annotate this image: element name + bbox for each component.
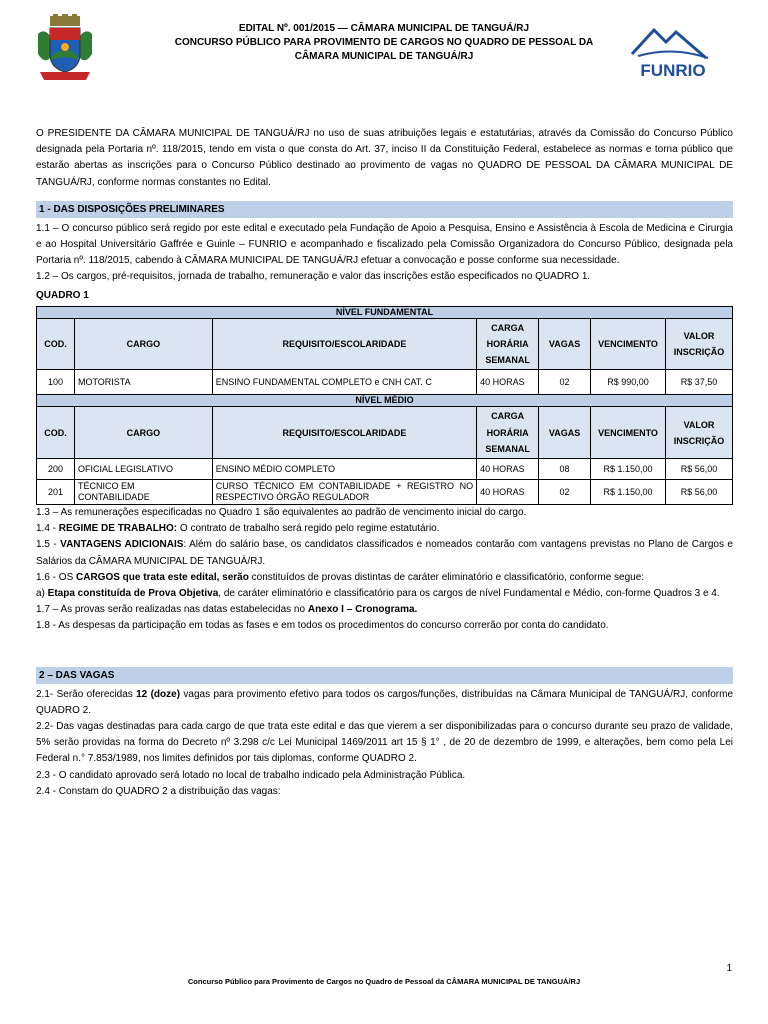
p21-rest: vagas para provimento efetivo para todos os cargos/funções, distribuídas na Câmara Municipal de TANGUÁ/RJ, conforme QUADRO 2. <box>36 688 734 716</box>
cell-vencimento: R$ 990,00 <box>591 370 666 395</box>
cell-cod: 201 <box>37 480 75 505</box>
header-carga: CARGA HORÁRIA SEMANAL <box>477 407 539 459</box>
p21-prefix: 2.1- Serão oferecidas <box>36 688 137 700</box>
p15-prefix: 1.5 - <box>36 539 61 551</box>
p16-prefix: 1.6 - OS <box>36 571 77 583</box>
cell-carga: 40 HORAS <box>477 459 539 480</box>
cell-cargo: TÉCNICO EM CONTABILIDADE <box>74 480 212 505</box>
cell-vencimento: R$ 1.150,00 <box>591 459 666 480</box>
header-cod: COD. <box>37 407 75 459</box>
cell-vagas: 02 <box>539 370 591 395</box>
cell-requisito: ENSINO FUNDAMENTAL COMPLETO e CNH CAT. C <box>212 370 476 395</box>
header-requisito: REQUISITO/ESCOLARIDADE <box>212 318 476 370</box>
table-row <box>37 370 733 395</box>
header-requisito: REQUISITO/ESCOLARIDADE <box>212 407 476 459</box>
cell-cargo: MOTORISTA <box>74 370 212 395</box>
cell-cargo: OFICIAL LEGISLATIVO <box>74 459 212 480</box>
paragraph-2-1 <box>36 687 733 719</box>
cell-valor: R$ 56,00 <box>665 459 732 480</box>
cell-requisito: CURSO TÉCNICO EM CONTABILIDADE + REGISTRO NO RESPECTIVO ÓRGÃO REGULADOR <box>212 480 476 505</box>
page-number: 1 <box>726 963 732 974</box>
header-valor: VALOR INSCRIÇÃO <box>665 407 732 459</box>
p14-bold: REGIME DE TRABALHO: <box>58 523 178 535</box>
title-line-3: CÂMARA MUNICIPAL DE TANGUÁ/RJ <box>294 51 474 62</box>
logo-text: FUNRIO <box>640 61 706 80</box>
paragraph-1-3: 1.3 – As remunerações especificadas no Quadro 1 são equivalentes ao padrão de vencimento inicial do cargo. <box>36 507 527 519</box>
paragraph-1-6-a <box>36 586 733 602</box>
document-title <box>130 22 638 64</box>
cell-valor: R$ 37,50 <box>665 370 732 395</box>
positions-table <box>36 306 733 505</box>
cell-carga: 40 HORAS <box>477 480 539 505</box>
page-header <box>0 0 768 95</box>
p16-rest: constituídos de provas distintas de caráter eliminatório e classificatório, conforme segue: <box>248 571 645 583</box>
p16a-bold: Etapa constituída de Prova Objetiva <box>47 588 219 600</box>
header-cargo: CARGO <box>74 318 212 370</box>
paragraph-1-1: 1.1 – O concurso público será regido por este edital e executado pela Fundação de Apoio a Pesquisa, Ensino e Assistência à Escola de Medicina e Cirurgia e ao Hospital Universitário Gaffrée e Guinle – FUNRIO e acompanhado e fiscalizado pela Comissão Organizadora do Concurso Público, designada pela Portaria nº. 118/2015, cabendo à CÂMARA MUNICIPAL DE TANGUÁ/RJ efetuar a convocação e posse conforme sua necessidade. <box>36 222 733 267</box>
p14-prefix: 1.4 - <box>36 523 59 535</box>
header-valor: VALOR INSCRIÇÃO <box>665 318 732 370</box>
p16a-prefix: a) <box>36 588 48 600</box>
section-heading-2: 2 – DAS VAGAS <box>36 667 733 684</box>
header-cargo: CARGO <box>74 407 212 459</box>
p21-bold: 12 (doze) <box>136 688 181 700</box>
header-vencimento: VENCIMENTO <box>591 407 666 459</box>
table-header-row <box>37 318 733 370</box>
paragraph-1-7 <box>36 602 733 618</box>
p17-bold: Anexo I – Cronograma. <box>307 604 418 616</box>
paragraph-2-3: 2.3 - O candidato aprovado será lotado no local de trabalho indicado pela Administração Pública. <box>36 769 466 781</box>
header-vagas: VAGAS <box>539 407 591 459</box>
cell-cod: 100 <box>37 370 75 395</box>
paragraph-1-6 <box>36 570 733 586</box>
cell-vagas: 02 <box>539 480 591 505</box>
cell-cod: 200 <box>37 459 75 480</box>
level-fundamental-header: NÍVEL FUNDAMENTAL <box>37 306 733 318</box>
paragraph-1-2: 1.2 – Os cargos, pré-requisitos, jornada de trabalho, remuneração e valor das inscrições estão especificados no QUADRO 1. <box>36 271 591 283</box>
paragraph-1-8: 1.8 - As despesas da participação em todas as fases e em todos os procedimentos do concurso correrão por conta do candidato. <box>36 620 609 632</box>
paragraph-1-4 <box>36 521 733 537</box>
municipal-crest-icon <box>34 14 96 82</box>
quadro-1-title: QUADRO 1 <box>36 289 89 301</box>
header-vencimento: VENCIMENTO <box>591 318 666 370</box>
cell-carga: 40 HORAS <box>477 370 539 395</box>
level-medio-header: NÍVEL MÉDIO <box>37 395 733 407</box>
document-body <box>36 126 733 800</box>
p15-rest: : Além do salário base, os candidatos classificados e nomeados contarão com vantagens previstas no Plano de Cargos e Salários da CÂMARA MUNICIPAL DE TANGUÁ/RJ. <box>36 539 733 567</box>
table-row <box>37 480 733 505</box>
funrio-logo <box>628 22 718 80</box>
cell-requisito: ENSINO MÉDIO COMPLETO <box>212 459 476 480</box>
section-heading-1: 1 - DAS DISPOSIÇÕES PRELIMINARES <box>36 201 733 218</box>
cell-valor: R$ 56,00 <box>665 480 732 505</box>
p16-bold: CARGOS que trata este edital, serão <box>76 571 249 583</box>
header-carga: CARGA HORÁRIA SEMANAL <box>477 318 539 370</box>
p16a-rest: , de caráter eliminatório e classificatório para os cargos de nível Fundamental e Médio, con-forme Quadros 3 e 4. <box>218 588 720 600</box>
page-footer: Concurso Público para Provimento de Cargos no Quadro de Pessoal da CÂMARA MUNICIPAL DE TANGUÁ/RJ <box>187 977 581 986</box>
cell-vagas: 08 <box>539 459 591 480</box>
table-row <box>37 459 733 480</box>
p14-rest: O contrato de trabalho será regido pelo regime estatutário. <box>177 523 440 535</box>
header-vagas: VAGAS <box>539 318 591 370</box>
title-line-2: CONCURSO PÚBLICO PARA PROVIMENTO DE CARGOS NO QUADRO DE PESSOAL DA <box>174 37 594 48</box>
cell-vencimento: R$ 1.150,00 <box>591 480 666 505</box>
intro-paragraph: O PRESIDENTE DA CÂMARA MUNICIPAL DE TANGUÁ/RJ no uso de suas atribuições legais e estatutárias, através da Comissão do Concurso Público designada pela Portaria nº. 118/2015, tendo em vista o que consta do Art. 37, inciso II da Constituição Federal, estabelece as normas e torna público que estarão abertas as inscrições para o Concurso Público destinado ao provimento de vagas no QUADRO DE PESSOAL DA CÂMARA MUNICIPAL DE TANGUÁ/RJ, conforme normas constantes no Edital. <box>36 128 733 188</box>
paragraph-2-2: 2.2- Das vagas destinadas para cada cargo de que trata este edital e das que vierem a ser disponibilizadas para o concurso durante seu prazo de validade, 5% serão providas na forma do Decreto nº 3.298 c/c Lei Municipal 1469/2011 art 15 § 1° , de 20 de dezembro de 1999, e alterações, bem como pela Lei Federal n.° 7.853/1989, nos limites definidos por tais diplomas, conforme QUADRO 2. <box>36 721 733 765</box>
paragraph-1-5 <box>36 537 733 569</box>
p17-prefix: 1.7 – As provas serão realizadas nas datas estabelecidas no <box>36 604 308 616</box>
paragraph-2-4: 2.4 - Constam do QUADRO 2 a distribuição das vagas: <box>36 785 281 797</box>
title-line-1: EDITAL Nº. 001/2015 — CÂMARA MUNICIPAL DE TANGUÁ/RJ <box>238 23 530 34</box>
table-header-row <box>37 407 733 459</box>
p15-bold: VANTAGENS ADICIONAIS <box>60 539 184 551</box>
header-cod: COD. <box>37 318 75 370</box>
